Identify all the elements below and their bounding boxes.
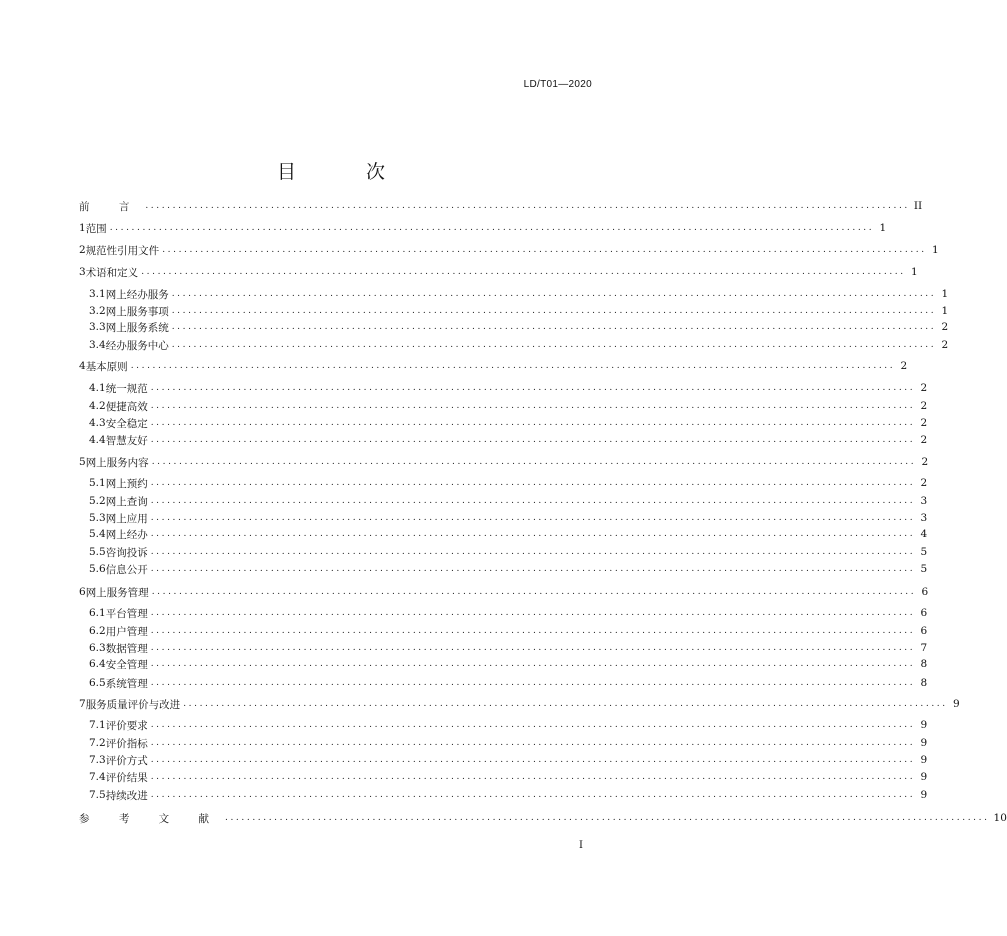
toc-entry[interactable] [79, 454, 929, 470]
toc-leader-dots: ............................................................................................................................................ [150, 790, 916, 800]
toc-subentry[interactable] [89, 769, 928, 785]
toc-entry[interactable] [79, 358, 908, 374]
toc-subentry[interactable] [89, 493, 928, 509]
toc-leader-dots: ............................................................................................................................................ [150, 547, 916, 557]
toc-entry-label: 网上服务系统 [105, 321, 169, 334]
toc-entry-label: 经办服务中心 [105, 339, 169, 352]
toc-entry-page: 1 [911, 266, 918, 278]
toc-entry-label: 咨询投诉 [105, 546, 148, 559]
toc-entry-page: 9 [953, 698, 960, 710]
toc-subentry[interactable] [89, 286, 949, 302]
toc-entry-label: 统一规范 [105, 382, 148, 395]
toc-entry-page: 4 [920, 528, 928, 540]
toc-subentry[interactable] [89, 735, 928, 751]
toc-entry-number: 4.4 [89, 434, 106, 446]
toc-leader-dots: ............................................................................................................................................ [150, 659, 916, 669]
toc-entry-page: 6 [920, 607, 928, 619]
toc-entry-number: 7 [79, 698, 86, 710]
toc-leader-dots: ............................................................................................................................................ [150, 513, 916, 523]
toc-subentry[interactable] [89, 510, 928, 526]
toc-entry[interactable] [79, 264, 918, 280]
toc-entry-page: 7 [920, 642, 928, 654]
toc-leader-dots: ............................................................................................................................................ [150, 496, 916, 506]
toc-entry-label: 网上经办服务 [105, 288, 169, 301]
toc-entry-label: 网上预约 [105, 477, 148, 490]
toc-subentry[interactable] [89, 787, 928, 803]
toc-entry-page: 2 [941, 339, 949, 351]
toc-entry-page: 1 [941, 288, 949, 300]
toc-entry-number: 6.2 [89, 625, 106, 637]
toc-entry-label: 网上应用 [105, 512, 148, 525]
toc-leader-dots: ............................................................................................................................................ [183, 699, 948, 709]
toc-leader-dots: ............................................................................................................................................ [150, 435, 916, 445]
toc-entry-label: 术语和定义 [85, 266, 139, 279]
toc-entry-label: 平台管理 [105, 607, 148, 620]
toc-entry-label: 范围 [85, 222, 107, 235]
toc-entry[interactable] [79, 242, 939, 258]
toc-entry-page: 1 [879, 222, 887, 234]
toc-leader-dots: ............................................................................................................................................ [150, 401, 916, 411]
toc-entry-page: 2 [920, 400, 928, 412]
toc-entry-number: 1 [79, 222, 86, 234]
toc-entry-label: 智慧友好 [105, 434, 148, 447]
toc-leader-dots: ............................................................................................................................................ [225, 813, 990, 823]
toc-entry-label: 服务质量评价与改进 [85, 698, 181, 711]
toc-entry-number: 3 [79, 266, 86, 278]
toc-leader-dots: ............................................................................................................................................ [150, 564, 916, 574]
toc-subentry[interactable] [89, 675, 928, 691]
toc-leader-dots: ............................................................................................................................................ [150, 478, 916, 488]
toc-entry-page: II [913, 200, 923, 212]
toc-entry-label: 用户管理 [105, 625, 148, 638]
toc-entry-number: 5.2 [89, 495, 106, 507]
toc-leader-dots: ............................................................................................................................................ [150, 529, 916, 539]
toc-entry-label: 安全稳定 [105, 417, 148, 430]
toc-subentry[interactable] [89, 398, 928, 414]
toc-entry-page: 9 [920, 754, 928, 766]
toc-entry-number: 7.1 [89, 719, 106, 731]
toc-entry-page: 3 [920, 495, 928, 507]
toc-entry-label: 系统管理 [105, 677, 148, 690]
toc-entry-number: 4.2 [89, 400, 106, 412]
toc-entry-label: 数据管理 [105, 642, 148, 655]
toc-subentry[interactable] [89, 717, 928, 733]
toc-entry-page: 8 [920, 658, 928, 670]
toc-entry-page: 10 [993, 812, 1007, 824]
toc-leader-dots: ............................................................................................................................................ [130, 361, 896, 371]
toc-entry-page: 8 [920, 677, 928, 689]
toc-subentry[interactable] [89, 319, 949, 335]
toc-entry-number: 6.1 [89, 607, 106, 619]
toc-leader-dots: ............................................................................................................................................ [171, 322, 937, 332]
toc-entry-number: 3.2 [89, 305, 106, 317]
toc-entry-number: 6.3 [89, 642, 106, 654]
toc-entry-page: 2 [920, 477, 928, 489]
toc-leader-dots: ............................................................................................................................................ [150, 755, 916, 765]
toc-entry-number: 6 [79, 586, 86, 598]
toc-entry-label: 基本原则 [85, 360, 128, 373]
toc-subentry[interactable] [89, 337, 949, 353]
toc-entry-label: 安全管理 [105, 658, 148, 671]
toc-entry-number: 5.3 [89, 512, 106, 524]
toc-entry-number: 7.5 [89, 789, 106, 801]
toc-entry-number: 7.4 [89, 771, 106, 783]
toc-entry-label: 参 考 文 献 [79, 812, 223, 825]
toc-entry-label: 前 言 [79, 200, 143, 213]
toc-entry-number: 6.4 [89, 658, 106, 670]
toc-leader-dots: ............................................................................................................................................ [150, 418, 916, 428]
toc-entry-page: 9 [920, 771, 928, 783]
toc-entry-number: 5.1 [89, 477, 106, 489]
toc-entry-label: 网上服务事项 [105, 305, 169, 318]
toc-entry-page: 9 [920, 719, 928, 731]
toc-subentry[interactable] [89, 303, 949, 319]
toc-entry[interactable] [79, 810, 1007, 826]
toc-leader-dots: ............................................................................................................................................ [171, 340, 937, 350]
toc-entry-number: 4 [79, 360, 86, 372]
toc-entry-label: 评价指标 [105, 737, 148, 750]
toc-entry[interactable] [79, 584, 929, 600]
toc-entry-page: 2 [921, 456, 929, 468]
toc-subentry[interactable] [89, 415, 928, 431]
toc-entry-number: 5 [79, 456, 86, 468]
toc-leader-dots: ............................................................................................................................................ [171, 289, 937, 299]
toc-entry-number: 3.4 [89, 339, 106, 351]
toc-entry-number: 5.4 [89, 528, 106, 540]
toc-entry-page: 6 [921, 586, 929, 598]
toc-leader-dots: ............................................................................................................................................ [151, 587, 917, 597]
toc-entry-label: 信息公开 [105, 563, 148, 576]
toc-entry-page: 2 [920, 434, 928, 446]
toc-entry-label: 网上经办 [105, 528, 148, 541]
toc-entry-label: 网上服务管理 [85, 586, 149, 599]
toc-entry-number: 2 [79, 244, 86, 256]
toc-entry-page: 6 [920, 625, 928, 637]
toc-leader-dots: ............................................................................................................................................ [171, 306, 937, 316]
toc-entry-number: 7.2 [89, 737, 106, 749]
toc-entry-label: 持续改进 [105, 789, 148, 802]
toc-entry[interactable] [79, 198, 923, 214]
toc-entry-label: 评价要求 [105, 719, 148, 732]
toc-entry-page: 9 [920, 737, 928, 749]
toc-entry-label: 便捷高效 [105, 400, 148, 413]
toc-entry-page: 5 [920, 546, 928, 558]
toc-entry-number: 4.3 [89, 417, 106, 429]
page-title: 目 次 [276, 160, 418, 183]
toc-entry-number: 5.6 [89, 563, 106, 575]
toc-entry-label: 规范性引用文件 [85, 244, 160, 257]
toc-entry-page: 9 [920, 789, 928, 801]
toc-leader-dots: ............................................................................................................................................ [150, 643, 916, 653]
toc-leader-dots: ............................................................................................................................................ [150, 626, 916, 636]
toc-subentry[interactable] [89, 605, 928, 621]
toc-entry-page: 2 [900, 360, 908, 372]
toc-entry-number: 4.1 [89, 382, 106, 394]
page-number: I [579, 840, 583, 851]
toc-subentry[interactable] [89, 526, 928, 542]
toc-leader-dots: ............................................................................................................................................ [162, 245, 927, 255]
toc-entry-page: 3 [920, 512, 928, 524]
toc-entry-label: 评价结果 [105, 771, 148, 784]
toc-entry-label: 网上服务内容 [85, 456, 149, 469]
toc-entry-page: 5 [920, 563, 928, 575]
toc-subentry[interactable] [89, 475, 928, 491]
toc-entry[interactable] [79, 220, 887, 236]
toc-entry-number: 3.1 [89, 288, 106, 300]
toc-entry[interactable] [79, 696, 960, 712]
toc-entry-label: 网上查询 [105, 495, 148, 508]
toc-leader-dots: ............................................................................................................................................ [150, 608, 916, 618]
toc-entry-page: 2 [920, 417, 928, 429]
toc-entry-label: 评价方式 [105, 754, 148, 767]
toc-subentry[interactable] [89, 432, 928, 448]
toc-entry-number: 3.3 [89, 321, 106, 333]
toc-leader-dots: ............................................................................................................................................ [150, 678, 916, 688]
toc-subentry[interactable] [89, 544, 928, 560]
toc-leader-dots: ............................................................................................................................................ [151, 457, 917, 467]
toc-leader-dots: ............................................................................................................................................ [150, 383, 916, 393]
toc-entry-page: 1 [932, 244, 939, 256]
toc-subentry[interactable] [89, 752, 928, 768]
toc-entry-number: 7.3 [89, 754, 106, 766]
toc-subentry[interactable] [89, 623, 928, 639]
document-code: LD/T01—2020 [523, 79, 592, 90]
toc-leader-dots: ............................................................................................................................................ [150, 720, 916, 730]
toc-entry-page: 1 [941, 305, 949, 317]
toc-leader-dots: ............................................................................................................................................ [150, 738, 916, 748]
toc-entry-page: 2 [920, 382, 928, 394]
toc-entry-page: 2 [941, 321, 949, 333]
toc-entry-number: 5.5 [89, 546, 106, 558]
toc-leader-dots: ............................................................................................................................................ [141, 267, 906, 277]
toc-subentry[interactable] [89, 640, 928, 656]
toc-entry-number: 6.5 [89, 677, 106, 689]
toc-subentry[interactable] [89, 380, 928, 396]
toc-subentry[interactable] [89, 561, 928, 577]
toc-leader-dots: ............................................................................................................................................ [150, 772, 916, 782]
toc-leader-dots: ............................................................................................................................................ [145, 201, 910, 211]
toc-subentry[interactable] [89, 656, 928, 672]
toc-leader-dots: ............................................................................................................................................ [109, 223, 875, 233]
